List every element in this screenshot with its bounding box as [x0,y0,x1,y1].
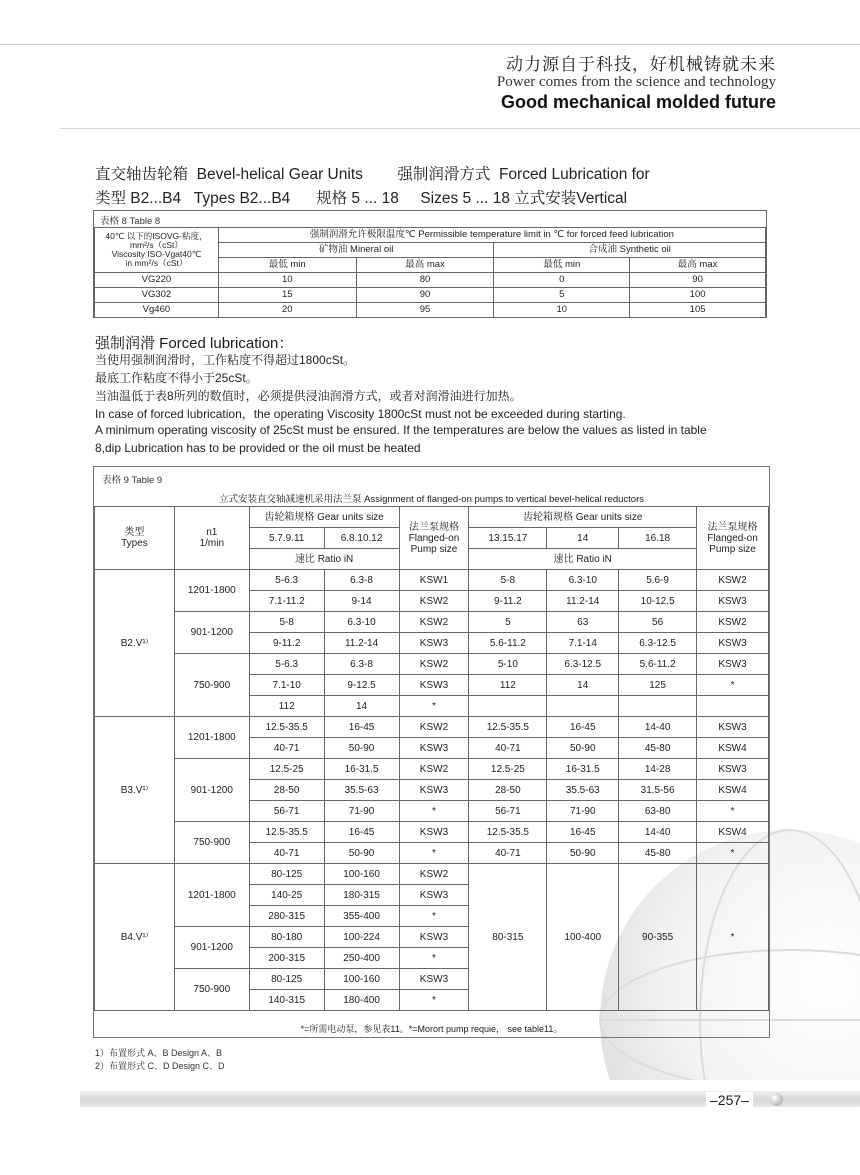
pump-en: Pump size [709,543,756,555]
ratio-cell: 112 [469,675,547,696]
ratio-cell: 16-31.5 [547,759,619,780]
speed-cell: 1201-1800 [174,717,249,759]
pump-cell: KSW3 [399,969,469,990]
table-row [95,570,769,591]
pump-size-header [399,507,469,570]
pump-cell: KSW3 [399,633,469,654]
size-header: 14 [547,528,619,549]
table-row [95,654,769,675]
pump-cell: KSW4 [697,822,769,843]
size-header: 13.15.17 [469,528,547,549]
ratio-cell: 56 [619,612,697,633]
ratio-cell: 12.5-35.5 [469,717,547,738]
table-row [95,612,769,633]
ratio-cell: 71-90 [324,801,399,822]
temperature-cell: 90 [630,273,766,288]
pump-cell: KSW3 [399,780,469,801]
pump-cell: KSW3 [697,717,769,738]
n1-unit: 1/min [199,538,225,549]
ratio-cell: 10-12.5 [619,591,697,612]
size-header: 16.18 [619,528,697,549]
ratio-cell: 5-8 [249,612,324,633]
ratio-cell: 14 [547,675,619,696]
pump-cell: KSW2 [399,864,469,885]
ratio-cell: 7.1-14 [547,633,619,654]
ratio-cell: 9-12.5 [324,675,399,696]
pump-size-header [697,507,769,570]
temperature-cell: 105 [630,303,766,318]
ratio-cell: 112 [249,696,324,717]
col-min: 最低 min [494,258,630,273]
ratio-cell: 16-45 [324,717,399,738]
pump-cell: KSW2 [399,654,469,675]
ratio-cell: 12.5-25 [469,759,547,780]
speed-cell: 750-900 [174,654,249,717]
gear-units-size-header: 齿轮箱规格 Gear units size [469,507,697,528]
ratio-cell: 50-90 [324,738,399,759]
ratio-cell: 5.6-11.2 [469,633,547,654]
ratio-cell: 56-71 [469,801,547,822]
temperature-cell: 0 [494,273,630,288]
pump-cell: KSW3 [697,591,769,612]
ratio-cell: 80-180 [249,927,324,948]
ratio-cell: 140-315 [249,990,324,1011]
ratio-cell: 200-315 [249,948,324,969]
ratio-cell: 125 [619,675,697,696]
temperature-cell: 20 [218,303,356,318]
pump-en: Pump size [410,543,458,555]
n1-label: n1 [206,527,218,538]
pump-cell: KSW3 [399,675,469,696]
pump-cell: KSW4 [697,738,769,759]
ratio-cell: 12.5-25 [249,759,324,780]
design-note: 1）布置形式 A、B Design A、B [95,1048,223,1058]
temperature-cell: 10 [494,303,630,318]
table-8-synthetic: 合成油 Synthetic oil [494,243,766,258]
page-title-line-1: 直交轴齿轮箱 Bevel-helical Gear Units 强制润滑方式 Forced Lubrication for [95,166,650,183]
ratio-cell: 6.3-10 [547,570,619,591]
pump-cell: * [399,843,469,864]
header-rule [0,44,860,45]
ratio-cell: 100-224 [324,927,399,948]
pump-cell: * [697,843,769,864]
page-number: –257– [706,1092,753,1108]
ratio-cell: 50-90 [547,738,619,759]
ratio-cell: 5 [469,612,547,633]
ratio-cell: 90-355 [619,864,697,1011]
ratio-cell: 35.5-63 [547,780,619,801]
ratio-cell: 180-400 [324,990,399,1011]
table-9 [93,466,770,1038]
ratio-cell: 6.3-10 [324,612,399,633]
table-row [95,864,769,885]
pump-cell: * [399,801,469,822]
ratio-cell: 9-11.2 [469,591,547,612]
type-cell: B3.V¹⁾ [95,717,175,864]
ratio-cell: 100-400 [547,864,619,1011]
table-8-mineral: 矿物油 Mineral oil [218,243,494,258]
ratio-cell: 5-6.3 [249,570,324,591]
ratio-cell: 28-50 [249,780,324,801]
ratio-cell: 50-90 [547,843,619,864]
types-en: Types [121,538,148,549]
col-min: 最低 min [218,258,356,273]
ratio-cell: 80-315 [469,864,547,1011]
lubrication-line: 当油温低于表8所列的数值时，必须提供浸油润滑方式，或者对润滑油进行加热。 [95,389,522,403]
ratio-cell: 6.3-12.5 [547,654,619,675]
pump-cell: * [697,801,769,822]
ratio-cell: 12.5-35.5 [249,822,324,843]
ratio-cell: 56-71 [249,801,324,822]
ratio-cell: 31.5-56 [619,780,697,801]
ratio-cell [547,696,619,717]
ratio-cell: 140-25 [249,885,324,906]
pump-en: Flanged-on [408,532,460,544]
ratio-cell: 14-40 [619,717,697,738]
temperature-cell: 15 [218,288,356,303]
ratio-cell: 5-6.3 [249,654,324,675]
col-max: 最高 max [630,258,766,273]
table-8-corner [95,228,219,273]
temperature-cell: 10 [218,273,356,288]
pump-cell: * [697,675,769,696]
ratio-cell: 12.5-35.5 [469,822,547,843]
table-8-header: 强制润滑允许极限温度℃ Permissible temperature limit in ℃ for forced feed lubrication [218,228,765,243]
table-row [95,759,769,780]
ratio-cell: 6.3-8 [324,570,399,591]
temperature-cell: 95 [356,303,494,318]
speed-cell: 750-900 [174,822,249,864]
ratio-cell: 71-90 [547,801,619,822]
speed-cell: 750-900 [174,969,249,1011]
speed-cell: 901-1200 [174,759,249,822]
header-slogan-en: Power comes from the science and technology [496,74,776,90]
ratio-cell: 6.3-12.5 [619,633,697,654]
ratio-cell: 5-10 [469,654,547,675]
pump-cell: KSW2 [399,612,469,633]
ratio-cell: 63-80 [619,801,697,822]
table-row [95,303,766,318]
pump-cell: KSW3 [697,654,769,675]
table-row [95,288,766,303]
ratio-cell: 100-160 [324,969,399,990]
pump-cell: KSW3 [399,738,469,759]
ratio-cell: 5.6-11.2 [619,654,697,675]
ratio-cell: 7.1-10 [249,675,324,696]
speed-cell: 1201-1800 [174,864,249,927]
lubrication-line: A minimum operating viscosity of 25cSt must be ensured. If the temperatures are below the values as listed in table [95,423,707,437]
table-8-label: 表格 8 Table 8 [100,216,161,227]
pump-cell: KSW2 [697,570,769,591]
pump-cell: KSW2 [399,591,469,612]
ratio-cell: 355-400 [324,906,399,927]
ratio-cell: 50-90 [324,843,399,864]
ratio-cell: 280-315 [249,906,324,927]
temperature-cell: 90 [356,288,494,303]
ratio-cell: 63 [547,612,619,633]
table-row [95,822,769,843]
pump-cell: KSW3 [399,885,469,906]
ratio-cell: 9-11.2 [249,633,324,654]
viscosity-class: Vg460 [95,303,219,318]
speed-cell: 901-1200 [174,612,249,654]
pump-cell: * [399,948,469,969]
ratio-cell: 45-80 [619,843,697,864]
gear-units-size-header: 齿轮箱规格 Gear units size [249,507,399,528]
corner-line: in mm²/s（cSt） [125,257,188,268]
ratio-cell: 250-400 [324,948,399,969]
ratio-header: 速比 Ratio iN [469,549,697,570]
type-cell: B2.V¹⁾ [95,570,175,717]
ratio-cell: 9-14 [324,591,399,612]
ratio-cell: 14-40 [619,822,697,843]
pump-en: Flanged-on [707,532,758,544]
pump-cell: KSW3 [697,759,769,780]
ratio-cell: 14-28 [619,759,697,780]
lubrication-title: 强制润滑 Forced lubrication： [95,335,294,352]
table-9-footnote: *=所需电动泵，参见表11。*=Morort pump requie， see table11。 [300,1024,563,1034]
lubrication-line: In case of forced lubrication，the operating Viscosity 1800cSt must not be exceeded during starting. [95,407,626,421]
table-row [95,717,769,738]
ratio-cell: 40-71 [249,738,324,759]
pump-cell [697,696,769,717]
ratio-cell: 45-80 [619,738,697,759]
ratio-cell: 16-45 [547,717,619,738]
table-9-caption: 立式安装直交轴减速机采用法兰泵 Assignment of flanged-on pumps to vertical bevel-helical reductors [218,494,644,505]
table-row [95,273,766,288]
ratio-cell: 6.3-8 [324,654,399,675]
ratio-cell: 100-160 [324,864,399,885]
pump-cell: * [399,696,469,717]
ratio-cell: 40-71 [469,843,547,864]
ratio-cell: 40-71 [469,738,547,759]
col-max: 最高 max [356,258,494,273]
ratio-cell: 16-45 [547,822,619,843]
pump-cell: KSW3 [399,822,469,843]
ratio-cell: 180-315 [324,885,399,906]
lubrication-line: 最底工作粘度不得小于25cSt。 [95,371,258,385]
ratio-cell: 16-45 [324,822,399,843]
pump-cell: KSW4 [697,780,769,801]
footer-dot-icon [770,1093,783,1106]
ratio-cell: 5-8 [469,570,547,591]
speed-cell: 901-1200 [174,927,249,969]
pump-cell: KSW2 [697,612,769,633]
ratio-cell: 16-31.5 [324,759,399,780]
table-9-grid [94,506,769,1011]
speed-cell: 1201-1800 [174,570,249,612]
temperature-cell: 5 [494,288,630,303]
ratio-cell: 11.2-14 [324,633,399,654]
pump-cell: * [399,990,469,1011]
pump-cell: KSW3 [697,633,769,654]
corner-line: 40℃ 以下的ISOVG-粘度， [105,231,208,242]
pump-cell: * [399,906,469,927]
corner-line: Viscosity ISO-Vgat40℃ [111,249,202,259]
n1-header [174,507,249,570]
pump-cell: KSW2 [399,717,469,738]
ratio-cell: 7.1-11.2 [249,591,324,612]
table-8 [93,210,767,318]
ratio-cell: 28-50 [469,780,547,801]
type-cell: B4.V¹⁾ [95,864,175,1011]
corner-line: mm²/s（cSt） [129,240,183,251]
ratio-cell: 12.5-35.5 [249,717,324,738]
table-9-label: 表格 9 Table 9 [102,475,163,486]
table-8-grid [94,227,766,318]
ratio-cell: 5.6-9 [619,570,697,591]
ratio-cell [619,696,697,717]
design-note: 2）布置形式 C、D Design C、D [95,1061,225,1071]
pump-cell: KSW1 [399,570,469,591]
ratio-header: 速比 Ratio iN [249,549,399,570]
pump-cell: KSW3 [399,927,469,948]
size-header: 6.8.10.12 [324,528,399,549]
ratio-cell: 80-125 [249,969,324,990]
pump-cn: 法兰泵规格 [707,521,758,533]
temperature-cell: 80 [356,273,494,288]
lubrication-line: 当使用强制润滑时，工作粘度不得超过1800cSt。 [95,353,356,367]
header-slogan-cn: 动力源自于科技，好机械铸就未来 [506,55,776,74]
temperature-cell: 100 [630,288,766,303]
pump-cn: 法兰泵规格 [408,521,459,533]
ratio-cell: 11.2-14 [547,591,619,612]
lubrication-line: 8,dip Lubrication has to be provided or the oil must be heated [95,441,421,455]
pump-cell: * [697,864,769,1011]
viscosity-class: VG302 [95,288,219,303]
header-divider [60,128,860,129]
size-header: 5.7.9.11 [249,528,324,549]
types-header [95,507,175,570]
ratio-cell: 35.5-63 [324,780,399,801]
pump-cell: KSW2 [399,759,469,780]
ratio-cell: 80-125 [249,864,324,885]
ratio-cell [469,696,547,717]
ratio-cell: 40-71 [249,843,324,864]
header-tagline: Good mechanical molded future [500,92,776,112]
types-cn: 类型 [124,527,145,538]
ratio-cell: 14 [324,696,399,717]
viscosity-class: VG220 [95,273,219,288]
page-title-line-2: 类型 B2...B4 Types B2...B4 规格 5 ... 18 Sizes 5 ... 18 立式安装Vertical [95,190,628,207]
